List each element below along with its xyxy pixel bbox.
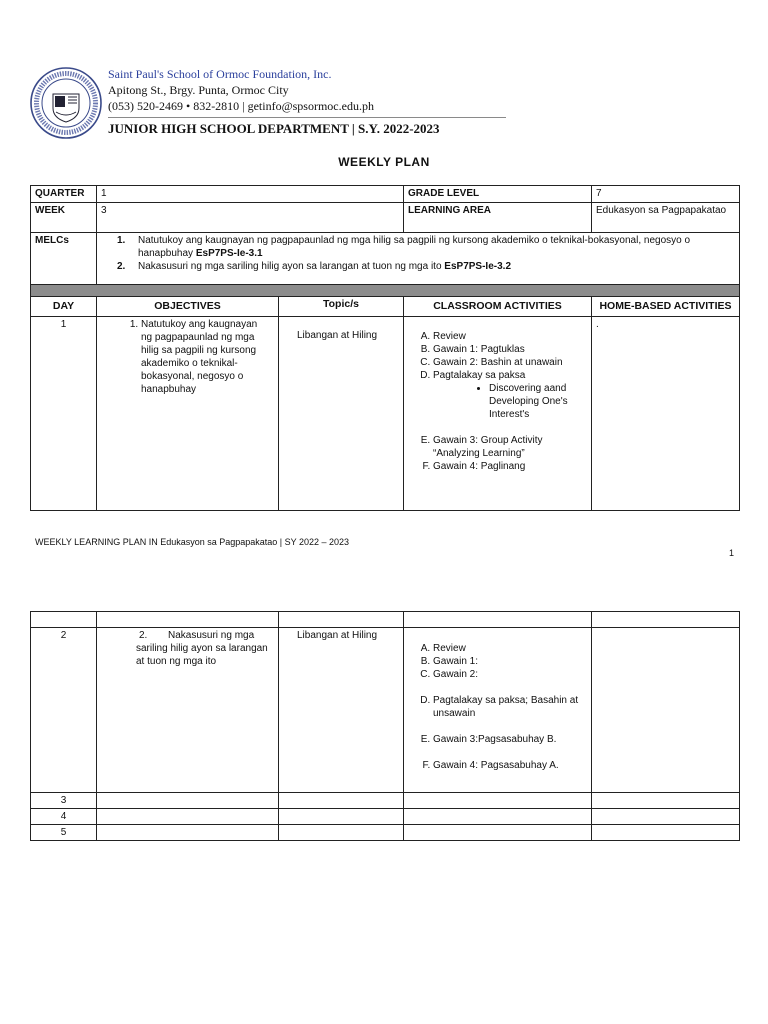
table-row	[31, 825, 740, 841]
table-row	[31, 317, 740, 511]
melc-number: 2.	[117, 261, 126, 272]
page-number: 1	[729, 548, 735, 558]
melc-item	[117, 260, 735, 273]
activity-item: F. Gawain 4: Pagsasabuhay A.	[433, 759, 587, 772]
day-cell: 5	[31, 825, 97, 841]
melc-code: EsP7PS-Ie-3.2	[444, 261, 512, 272]
quarter-value: 1	[97, 186, 404, 203]
col-topics: Topic/s	[279, 297, 404, 317]
week-value: 3	[97, 203, 404, 233]
grade-label: GRADE LEVEL	[404, 186, 592, 203]
objectives-cell	[97, 317, 279, 511]
activity-item: B. Gawain 1:	[433, 655, 587, 668]
learning-area-value: Edukasyon sa Pagpapakatao	[592, 203, 740, 233]
classroom-activities-cell	[404, 628, 592, 793]
school-contact: (053) 520-2469 • 832-2810 | getinfo@spsormoc.edu.ph	[108, 99, 374, 113]
page-footer: WEEKLY LEARNING PLAN IN Edukasyon sa Pagpapakatao | SY 2022 – 2023	[35, 537, 350, 547]
melc-text: Natutukoy ang kaugnayan ng pagpapaunlad ng mga hilig sa pagpili ng kursong akademiko o teknikal-bokasyonal, negosyo o hanapbuhay	[138, 235, 691, 259]
weekly-plan-table-continued	[30, 611, 740, 841]
melcs-row	[31, 233, 740, 285]
melc-item	[117, 234, 735, 260]
classroom-activities-cell	[404, 317, 592, 511]
activity-item: C. Gawain 2: Bashin at unawain	[433, 356, 587, 369]
shaded-separator	[31, 285, 740, 297]
quarter-row	[31, 186, 740, 203]
objectives-cell	[97, 628, 279, 793]
activity-item: B. Gawain 1: Pagtuklas	[433, 343, 587, 356]
activity-item: F. Gawain 4: Paglinang	[433, 460, 587, 473]
activity-item: C. Gawain 2:	[433, 668, 587, 681]
objective-number: 2.	[139, 630, 148, 641]
home-activities-cell	[592, 628, 740, 793]
col-home-based-activities: HOME-BASED ACTIVITIES	[592, 297, 740, 317]
learning-area-label: LEARNING AREA	[404, 203, 592, 233]
home-activities-cell: .	[592, 317, 740, 511]
day-cell: 3	[31, 793, 97, 809]
activity-item: E. Gawain 3:Pagsasabuhay B.	[433, 733, 587, 746]
day-cell: 4	[31, 809, 97, 825]
header-divider	[108, 117, 506, 118]
weekly-plan-table	[30, 185, 740, 511]
week-label: WEEK	[31, 203, 97, 233]
day-cell: 2	[31, 628, 97, 793]
blank-row	[31, 612, 740, 628]
col-objectives: OBJECTIVES	[97, 297, 279, 317]
melc-number: 1.	[117, 235, 126, 246]
grade-value: 7	[592, 186, 740, 203]
activity-item	[433, 369, 587, 421]
activity-item: E. Gawain 3: Group Activity “Analyzing Learning”	[433, 434, 587, 460]
activity-text: Pagtalakay sa paksa	[433, 370, 526, 381]
school-address: Apitong St., Brgy. Punta, Ormoc City	[108, 83, 289, 97]
quarter-label: QUARTER	[31, 186, 97, 203]
melcs-label: MELCs	[31, 233, 97, 285]
week-row	[31, 203, 740, 233]
objective-item: 1. Natutukoy ang kaugnayan ng pagpapaunlad ng mga hilig sa pagpili ng kursong akademiko o teknikal-bokasyonal, negosyo o hanapbuhay	[141, 318, 266, 396]
table-row	[31, 628, 740, 793]
melc-code: EsP7PS-Ie-3.1	[195, 248, 263, 259]
topic-cell: Libangan at Hiling	[279, 317, 404, 511]
objective-text: Nakasusuri ng mga sariling hilig ayon sa larangan at tuon ng mga ito	[136, 630, 268, 667]
activity-item: A. Review	[433, 642, 587, 655]
table-row	[31, 809, 740, 825]
shaded-separator-row	[31, 285, 740, 297]
school-seal-logo	[29, 66, 103, 140]
col-classroom-activities: CLASSROOM ACTIVITIES	[404, 297, 592, 317]
col-day: DAY	[31, 297, 97, 317]
day-cell: 1	[31, 317, 97, 511]
melcs-content	[97, 233, 740, 285]
activity-item: D. Pagtalakay sa paksa; Basahin at unsawain	[433, 694, 587, 720]
topic-cell: Libangan at Hiling	[279, 628, 404, 793]
school-name: Saint Paul's School of Ormoc Foundation, Inc.	[108, 67, 332, 81]
melc-text: Nakasusuri ng mga sariling hilig ayon sa larangan at tuon ng mga ito	[138, 261, 445, 272]
page-title: WEEKLY PLAN	[338, 155, 430, 169]
column-header-row	[31, 297, 740, 317]
department-title: JUNIOR HIGH SCHOOL DEPARTMENT | S.Y. 2022-2023	[108, 121, 440, 136]
sub-activity-item: • Discovering aand Developing One's Interest's	[489, 382, 587, 421]
activity-item: A. Review	[433, 330, 587, 343]
table-row	[31, 793, 740, 809]
